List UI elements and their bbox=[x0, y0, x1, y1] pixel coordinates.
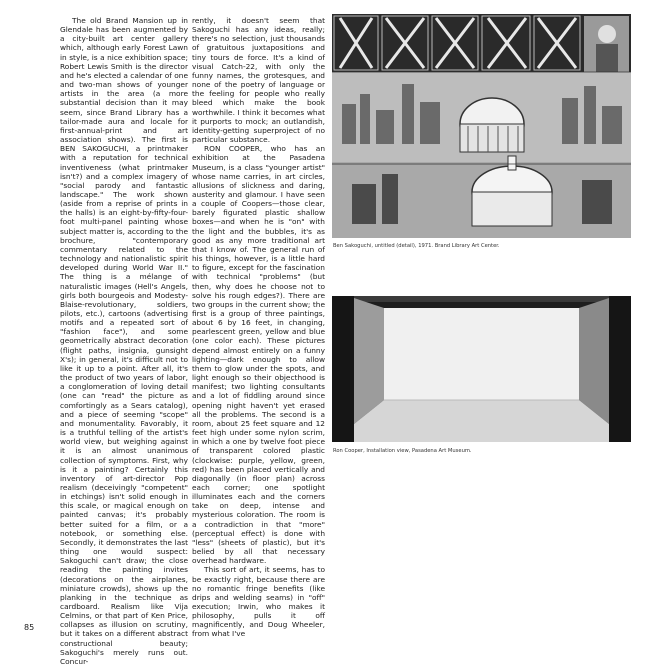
paragraph: The old Brand Mansion up in Glendale has been augmented by a city-built art center gallery which, although early Forest Lawn in style, is a nice exhibition space; Robert Lewis Smith is the director and he's elected a calendar of one and two-man shows of younger artists in the area (a more substantial decision than it may seem, since Brand Library has a tailor-made aura and locale for first-annual-print and art association shows). The first is BEN SAKOGUCHI, a printmaker with a reputation for technical inventiveness (what printmaker isn't?) and a complex imagery of "social parody and fantastic landscape." The work shown (aside from a reprise of prints in the halls) is an eight-by-fifty-four-foot multi-panel painting whose subject matter is, according to the brochure, "contemporary commentary related to the technology and nationalistic spirit developed during World War II." The thing is a mélange of naturalistic images (Hell's Angels, girls both bourgeois and Modesty-Blaise-revolutionary, soldiers, pilots, etc.), cartoons (advertising motifs and a repeated sort of "fashion face"), and some geometrically abstract decoration (flight paths, insignia, gunsight X's); in general, it's difficult not to like it up to a point. After all, it's the product of two years of labor, a conglomeration of loving detail (one can "read" the picture as comfortingly as a Sears catalog), and a piece of seeming "scope" and monumentality. Favorably, it is a truthful telling of the artist's world view, but weighing against it is an almost unanimous collection of symptoms. First, why is it a painting? Certainly this inventory of art-director Pop realism (deceivingly "competent" in etchings) isn't solid enough in this scale, or magical enough on painted canvas; it's probably better suited for a film, or a notebook, or something else. Secondly, it demonstrates the last thing one would suspect: Sakoguchi can't draw; the close reading the painting invites (decorations on the airplanes, miniature crowds), shows up the planking in the technique as cardboard. Realism like Vija Celmins, or that part of Ken Price, collapses as illusion on scrutiny, but it takes on a different abstract constructional beauty; Sakoguchi's merely runs out. Concur- bbox=[60, 16, 189, 666]
page-number: 85 bbox=[24, 623, 35, 632]
text-column-middle bbox=[192, 16, 325, 639]
paragraph: rently, it doesn't seem that Sakoguchi has any ideas, really; there's no selection, just thousands of gratuitous juxtapositions and tiny tours de force. It's a kind of visual Catch-22, with only the funny names, the grotesques, and none of the poetry of language or the feeling for people who really bleed which make the book worthwhile. I think it becomes what it purports to mock; an outlandish, identity-getting superproject of no particular substance. bbox=[192, 16, 325, 145]
paragraph: RON COOPER, who has an exhibition at the Pasadena Museum, is a class "younger artist" whose name carries, in art circles, allusions of slickness and daring, austerity and glamour. I have seen a couple of Coopers—those clear, barely figurated plastic shallow boxes—and when he is "on" with the light and the bubbles, it's as good as any more traditional art that I know of. The general run of his things, however, is a little hard to figure, except for the fascination with technical "problems" (but then, why does he choose not to solve his rough edges?). There are two groups in the current show; the first is a group of three paintings, about 6 by 16 feet, in changing, pearlescent green, yellow and blue (one color each). These pictures depend almost entirely on a funny lighting—dark enough to allow them to glow under the spots, and light enough so their objecthood is manifest; two lighting consultants and a lot of fiddling around since opening night haven't yet erased all the problems. The second is a room, about 25 feet square and 12 feet high under some nylon scrim, in which a one by twelve foot piece of transparent colored plastic (clockwise: purple, yellow, green, red) has been placed vertically and diagonally (in floor plan) across each corner; one spotlight illuminates each and the corners take on deep, intense and mysterious coloration. The room is a contradiction in that "more" (perceptual effect) is done with "less" (sheets of plastic), but it's belied by all that necessary overhead hardware. bbox=[192, 144, 325, 566]
installation-image bbox=[332, 296, 631, 442]
cooper-installation-photo bbox=[332, 296, 631, 442]
text-column-left bbox=[60, 16, 188, 666]
figure-caption: Ben Sakoguchi, untitled (detail), 1971. Brand Library Art Center. bbox=[333, 243, 500, 249]
figure-caption: Ron Cooper, Installation view, Pasadena Art Museum. bbox=[333, 448, 472, 454]
sakoguchi-painting-photo bbox=[332, 14, 631, 238]
paragraph: This sort of art, it seems, has to be exactly right, because there are no romantic fringe benefits (like drips and welding seams) in "off" execution; Irwin, who makes it philosophy, pulls it off magnificently, and Doug Wheeler, from what I've bbox=[192, 565, 325, 639]
painting-image bbox=[332, 14, 631, 238]
